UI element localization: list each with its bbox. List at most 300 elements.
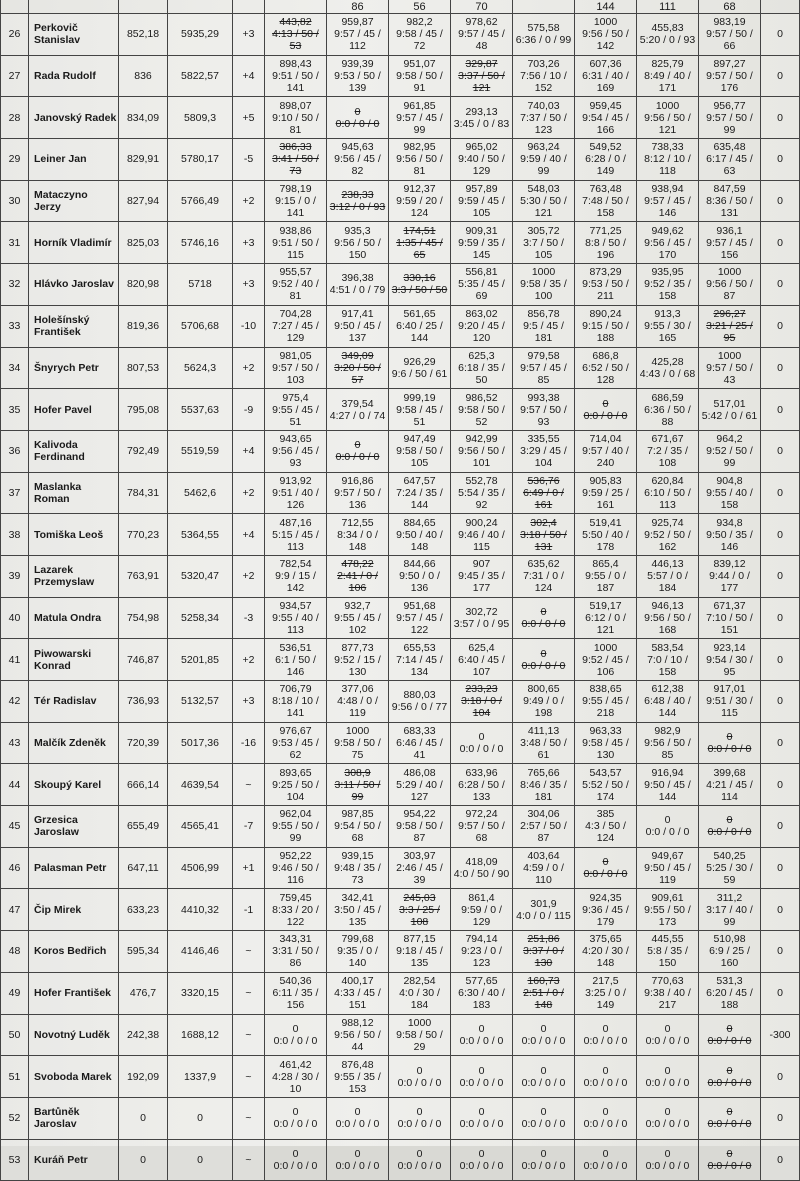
stage-result-line: 6:28 / 0 / xyxy=(585,153,626,166)
stage-result-line: 9:53 / 45 / xyxy=(272,737,319,750)
stage-result-cell xyxy=(327,1139,389,1181)
total-cell: 5746,16 xyxy=(168,222,233,264)
points-cell: 827,94 xyxy=(119,180,168,222)
stage-result-line: 9:59 / 45 / xyxy=(458,195,505,208)
total-cell: 5462,6 xyxy=(168,472,233,514)
stage-result-line: 379,54 xyxy=(341,397,374,410)
competitor-name-line: Jaroslav xyxy=(34,1118,77,1131)
stage-result-line: 141 xyxy=(286,707,305,720)
stage-result-cell xyxy=(699,1097,761,1139)
stage-result-cell xyxy=(327,972,389,1014)
stage-result-line: 9:23 / 0 / xyxy=(461,945,502,958)
stage-result-line: 5:15 / 45 / xyxy=(272,528,319,541)
dropped-result-line: 160,73 xyxy=(527,975,560,988)
stage-result-cell xyxy=(389,764,451,806)
stage-result-line: 176 xyxy=(720,82,739,95)
stage-result-line: 884,65 xyxy=(403,516,436,529)
stage-result-line: 4:51 / 0 / 79 xyxy=(329,284,386,297)
stage-result-cell xyxy=(451,764,513,806)
points-cell: 820,98 xyxy=(119,264,168,306)
stage-result-line: 9:59 / 20 / xyxy=(396,195,443,208)
stage-result-line: 72 xyxy=(413,40,426,53)
dropped-result-line: 174,51 xyxy=(403,224,436,237)
stage-result-line: 999,19 xyxy=(403,391,436,404)
dropped-result-line: 131 xyxy=(534,540,553,553)
points-cell: 0 xyxy=(119,1139,168,1181)
stage-result-line: 6:40 / 25 / xyxy=(396,320,443,333)
competitor-name-line: Tér Radislav xyxy=(34,695,97,708)
stage-result-line: 6:52 / 50 / xyxy=(582,361,629,374)
stage-result-cell xyxy=(513,430,575,472)
stage-result-cell xyxy=(637,1139,699,1181)
stage-result-line: 9:5 / 45 / xyxy=(523,320,564,333)
stage-result-line: 1000 xyxy=(717,349,742,362)
stage-result-line: 150 xyxy=(348,248,367,261)
stage-result-line: 87 xyxy=(413,832,426,845)
stage-result-line: 0 xyxy=(292,1106,299,1119)
stage-result-line: 119 xyxy=(349,707,366,720)
rank-cell: 43 xyxy=(1,722,29,764)
stage-result-line: 556,81 xyxy=(465,266,498,279)
total-cell: 5624,3 xyxy=(168,347,233,389)
competitor-name-cell xyxy=(29,1097,119,1139)
stage-result-line: 0:0 / 0 / 0 xyxy=(397,1118,442,1131)
stage-result-cell xyxy=(637,305,699,347)
position-change-cell: +5 xyxy=(233,97,265,139)
stage-result-line: 799,68 xyxy=(341,933,374,946)
total-cell: 5258,34 xyxy=(168,597,233,639)
stage-result-cell xyxy=(637,430,699,472)
stage-result-cell xyxy=(389,597,451,639)
stage-result-line: 959,87 xyxy=(341,16,374,29)
table-row xyxy=(1,555,800,597)
stage-result-line: 800,65 xyxy=(527,683,560,696)
stage-result-cell xyxy=(265,1056,327,1098)
stage-result-line: 170 xyxy=(658,248,677,261)
competitor-name-cell xyxy=(29,389,119,431)
total-cell: 1688,12 xyxy=(168,1014,233,1056)
stage-result-line: 607,36 xyxy=(589,58,622,71)
stage-result-line: 0 xyxy=(664,1022,671,1035)
stage-result-line: 9:56 / 50 / xyxy=(706,278,753,291)
stage-result-line: 158 xyxy=(658,665,677,678)
stage-result-cell xyxy=(451,472,513,514)
stage-result-line: 130 xyxy=(596,749,615,762)
stage-result-line: 106 xyxy=(596,665,615,678)
stage-result-line: 9:51 / 50 / xyxy=(272,236,319,249)
total-cell: 4506,99 xyxy=(168,847,233,889)
competitor-name-line: Šnyrych Petr xyxy=(34,361,99,374)
stage-result-line: 51 xyxy=(413,415,426,428)
stage-result-line: 9:56 / 50 / xyxy=(334,1028,381,1041)
stage-result-line: 620,84 xyxy=(651,474,684,487)
stage-result-cell xyxy=(265,14,327,56)
position-change-cell: +4 xyxy=(233,514,265,556)
stage-result-line: 9:57 / 45 / xyxy=(396,611,443,624)
stage-result-cell xyxy=(575,264,637,306)
stage-result-line: 6:9 / 25 / xyxy=(709,945,750,958)
stage-result-line: 1000 xyxy=(593,16,618,29)
stage-result-cell xyxy=(265,1097,327,1139)
penalty-cell: 0 xyxy=(761,722,800,764)
stage-result-line: 149 xyxy=(596,999,615,1012)
stage-result-line: 343,31 xyxy=(279,933,312,946)
stage-result-line: 9:51 / 50 / xyxy=(272,70,319,83)
competitor-name-line: Maslanka Roman xyxy=(34,480,82,505)
table-row xyxy=(1,806,800,848)
stage-result-line: 893,65 xyxy=(279,766,312,779)
stage-result-cell xyxy=(575,764,637,806)
position-change-cell: +3 xyxy=(233,681,265,723)
stage-result-line: 91 xyxy=(413,82,426,95)
table-row xyxy=(1,597,800,639)
stage-result-line: 9:56 / 0 / 77 xyxy=(391,701,448,714)
total-cell: 5935,29 xyxy=(168,14,233,56)
stage-result-line: 9:55 / 50 / xyxy=(272,820,319,833)
stage-result-line: 9:58 / 45 / xyxy=(582,737,629,750)
stage-result-line: 959,45 xyxy=(589,99,622,112)
penalty-cell: -300 xyxy=(761,1014,800,1056)
stage-result-line: 561,65 xyxy=(403,308,436,321)
points-cell: 476,7 xyxy=(119,972,168,1014)
rank-cell: 34 xyxy=(1,347,29,389)
stage-result-line: 305,72 xyxy=(527,224,560,237)
competitor-name-line: Hofer František xyxy=(34,987,112,1000)
points-cell: 795,08 xyxy=(119,389,168,431)
stage-result-line: 140 xyxy=(348,957,367,970)
dropped-result-line: 0 xyxy=(726,1106,733,1119)
stage-result-line: 301,9 xyxy=(530,897,557,910)
stage-result-line: 519,41 xyxy=(589,516,622,529)
stage-result-line: 99 xyxy=(723,915,736,928)
stage-result-cell xyxy=(327,806,389,848)
position-change-cell: -3 xyxy=(233,597,265,639)
stage-result-line: 3:31 / 50 / xyxy=(272,945,319,958)
stage-result-cell xyxy=(451,389,513,431)
stage-result-line: 10 xyxy=(289,1082,302,1095)
competitor-name-line: Piwowarski xyxy=(34,647,92,660)
points-cell: 633,23 xyxy=(119,889,168,931)
points-cell: 834,09 xyxy=(119,97,168,139)
stage-result-cell xyxy=(699,347,761,389)
stage-result-line: 686,59 xyxy=(651,391,684,404)
stage-result-line: 0 xyxy=(478,1106,485,1119)
stage-result-cell xyxy=(451,1014,513,1056)
stage-result-line: 9:57 / 50 / xyxy=(334,486,381,499)
stage-result-line: 52 xyxy=(475,415,488,428)
stage-result-cell xyxy=(699,472,761,514)
stage-result-cell xyxy=(513,639,575,681)
stage-result-line: 303,97 xyxy=(403,850,436,863)
stage-result-line: 487,16 xyxy=(279,516,312,529)
stage-result-line: 9:55 / 40 / xyxy=(272,611,319,624)
stage-result-line: 938,86 xyxy=(279,224,312,237)
stage-result-cell xyxy=(699,55,761,97)
stage-result-cell xyxy=(389,931,451,973)
stage-result-line: 115 xyxy=(473,540,490,553)
stage-result-line: 912,37 xyxy=(403,183,436,196)
total-cell: 4565,41 xyxy=(168,806,233,848)
points-cell: 819,36 xyxy=(119,305,168,347)
rank-cell: 52 xyxy=(1,1097,29,1139)
stage-result-line: 844,66 xyxy=(403,558,436,571)
stage-result-line: 9:56 / 50 / xyxy=(396,153,443,166)
table-row xyxy=(1,347,800,389)
stage-result-line: 0:0 / 0 / 0 xyxy=(521,1076,566,1089)
stage-result-cell xyxy=(699,1056,761,1098)
total-cell: 5017,36 xyxy=(168,722,233,764)
stage-result-line: 9:58 / 50 / xyxy=(396,820,443,833)
stage-result-line: 455,83 xyxy=(651,22,684,35)
stage-result-line: 116 xyxy=(287,874,304,887)
stage-result-cell xyxy=(327,931,389,973)
stage-result-line: 0 xyxy=(540,1147,547,1160)
stage-result-line: 6:1 / 50 / xyxy=(275,653,316,666)
stage-result-line: 0 xyxy=(664,814,671,827)
stage-result-cell xyxy=(513,722,575,764)
penalty-cell: 0 xyxy=(761,430,800,472)
stage-result-cell xyxy=(513,180,575,222)
stage-result-line: 703,26 xyxy=(527,58,560,71)
stage-result-line: 399,68 xyxy=(713,766,746,779)
dropped-result-line: 233,23 xyxy=(465,683,498,696)
stage-result-line: 7:10 / 50 / xyxy=(706,611,753,624)
dropped-result-line: 478,22 xyxy=(341,558,374,571)
stage-result-cell xyxy=(637,597,699,639)
penalty-cell: 0 xyxy=(761,931,800,973)
stage-result-line: 957,89 xyxy=(465,183,498,196)
competitor-name-cell xyxy=(29,681,119,723)
header-cell xyxy=(265,0,327,14)
competitor-name-line: Koros Bedřich xyxy=(34,945,107,958)
stage-result-line: 128 xyxy=(596,373,615,386)
table-row xyxy=(1,889,800,931)
stage-result-line: 909,31 xyxy=(465,224,498,237)
stage-result-line: 900,24 xyxy=(465,516,498,529)
stage-result-line: 6:30 / 40 / xyxy=(458,987,505,1000)
stage-result-cell xyxy=(575,681,637,723)
dropped-result-line: 329,87 xyxy=(465,58,498,71)
penalty-cell: 0 xyxy=(761,347,800,389)
stage-result-line: 105 xyxy=(534,248,553,261)
stage-result-line: 162 xyxy=(658,540,677,553)
stage-result-line: 979,58 xyxy=(527,349,560,362)
stage-result-line: 9:57 / 50 / xyxy=(272,361,319,374)
table-row xyxy=(1,764,800,806)
stage-result-line: 29 xyxy=(413,1040,426,1053)
stage-result-line: 965,02 xyxy=(465,141,498,154)
stage-result-line: 880,03 xyxy=(403,689,436,702)
penalty-cell: 0 xyxy=(761,597,800,639)
stage-result-line: 158 xyxy=(720,498,739,511)
total-cell: 0 xyxy=(168,1139,233,1181)
stage-result-cell xyxy=(513,889,575,931)
stage-result-line: 9:45 / 35 / xyxy=(458,570,505,583)
rank-cell: 37 xyxy=(1,472,29,514)
dropped-result-line: 73 xyxy=(289,165,302,178)
dropped-result-line: 3:18 / 50 / xyxy=(520,528,567,541)
stage-result-line: 104 xyxy=(534,457,553,470)
stage-result-line: 625,4 xyxy=(468,641,495,654)
stage-result-cell xyxy=(637,1097,699,1139)
stage-result-line: 0:0 / 0 / 0 xyxy=(273,1034,318,1047)
stage-result-line: 8:36 / 50 / xyxy=(706,195,753,208)
stage-result-cell xyxy=(699,97,761,139)
stage-result-line: 939,15 xyxy=(341,850,374,863)
stage-result-line: 759,45 xyxy=(279,891,312,904)
position-change-cell: ~ xyxy=(233,764,265,806)
stage-result-line: 9:56 / 45 / xyxy=(644,236,691,249)
stage-result-cell xyxy=(265,264,327,306)
stage-result-cell xyxy=(327,97,389,139)
stage-result-line: 126 xyxy=(286,498,305,511)
stage-result-cell xyxy=(327,555,389,597)
stage-result-line: 704,28 xyxy=(279,308,312,321)
stage-result-line: 0:0 / 0 / 0 xyxy=(335,1159,380,1172)
stage-result-line: 975,4 xyxy=(282,391,309,404)
stage-result-line: 932,7 xyxy=(344,599,371,612)
stage-result-line: 9:50 / 45 / xyxy=(644,778,691,791)
stage-result-line: 101 xyxy=(472,457,491,470)
stage-result-line: 9:18 / 45 / xyxy=(396,945,443,958)
rank-cell: 48 xyxy=(1,931,29,973)
competitor-name-line: Jaroslaw xyxy=(34,826,79,839)
stage-result-line: 5:30 / 50 / xyxy=(520,195,567,208)
stage-result-line: 9:56 / 50 / xyxy=(458,445,505,458)
stage-result-line: 92 xyxy=(475,498,488,511)
stage-result-line: 6:48 / 40 / xyxy=(644,695,691,708)
stage-result-line: 738,33 xyxy=(651,141,684,154)
stage-result-cell xyxy=(513,514,575,556)
stage-result-cell xyxy=(389,389,451,431)
stage-result-line: 9:46 / 40 / xyxy=(458,528,505,541)
stage-result-cell xyxy=(513,55,575,97)
dropped-result-line: 302,4 xyxy=(530,516,557,529)
stage-result-line: 5:25 / 30 / xyxy=(706,862,753,875)
stage-result-line: 9:52 / 50 / xyxy=(644,528,691,541)
stage-result-line: 7:56 / 10 / xyxy=(520,70,567,83)
stage-result-line: 8:33 / 20 / xyxy=(272,903,319,916)
stage-result-line: 6:46 / 45 / xyxy=(396,737,443,750)
competitor-name-line: Leiner Jan xyxy=(34,153,87,166)
points-cell: 666,14 xyxy=(119,764,168,806)
stage-result-line: 217 xyxy=(658,999,677,1012)
stage-result-line: 149 xyxy=(596,165,615,178)
penalty-cell: 0 xyxy=(761,806,800,848)
stage-result-line: 403,64 xyxy=(527,850,560,863)
stage-result-line: 9:51 / 30 / xyxy=(706,695,753,708)
stage-result-cell xyxy=(451,14,513,56)
position-change-cell: +4 xyxy=(233,430,265,472)
stage-result-cell xyxy=(699,1139,761,1181)
stage-result-line: 2:46 / 45 / xyxy=(396,862,443,875)
stage-result-line: 877,15 xyxy=(403,933,436,946)
competitor-name-line: Kuráň Petr xyxy=(34,1153,88,1166)
position-change-cell: -9 xyxy=(233,389,265,431)
stage-result-cell xyxy=(327,1014,389,1056)
total-cell: 5537,63 xyxy=(168,389,233,431)
stage-result-cell xyxy=(451,1139,513,1181)
stage-result-line: 9:58 / 35 / xyxy=(520,278,567,291)
stage-result-line: 8:12 / 10 / xyxy=(644,153,691,166)
dropped-result-line: 0:0 / 0 / 0 xyxy=(521,659,566,672)
stage-result-line: 935,3 xyxy=(344,224,371,237)
points-cell: 242,38 xyxy=(119,1014,168,1056)
stage-result-line: 211 xyxy=(597,290,614,303)
penalty-cell: 0 xyxy=(761,681,800,723)
rank-cell: 30 xyxy=(1,180,29,222)
stage-result-line: 9:58 / 50 / xyxy=(334,737,381,750)
total-cell: 5706,68 xyxy=(168,305,233,347)
stage-result-line: 981,05 xyxy=(279,349,312,362)
stage-result-line: 794,14 xyxy=(465,933,498,946)
stage-result-line: 955,57 xyxy=(279,266,312,279)
competitor-name-line: Lazarek xyxy=(34,564,74,577)
position-change-cell: +3 xyxy=(233,222,265,264)
stage-result-cell xyxy=(451,305,513,347)
stage-result-line: 714,04 xyxy=(589,433,622,446)
stage-result-line: 85 xyxy=(537,373,550,386)
stage-result-cell xyxy=(389,1139,451,1181)
stage-result-line: 178 xyxy=(596,540,615,553)
stage-result-line: 136 xyxy=(410,582,429,595)
stage-result-line: 4:59 / 0 / xyxy=(523,862,564,875)
stage-result-cell xyxy=(265,847,327,889)
total-cell: 5766,49 xyxy=(168,180,233,222)
stage-result-line: 9:56 / 50 / xyxy=(644,111,691,124)
stage-result-line: 9:52 / 35 / xyxy=(644,278,691,291)
stage-result-line: 9:56 / 45 / xyxy=(272,445,319,458)
stage-result-cell xyxy=(327,722,389,764)
header-cell xyxy=(513,0,575,14)
rank-cell: 45 xyxy=(1,806,29,848)
stage-result-line: 9:55 / 35 / xyxy=(334,1070,381,1083)
stage-result-line: 2:57 / 50 / xyxy=(520,820,567,833)
stage-result-line: 302,72 xyxy=(465,605,498,618)
stage-result-line: 993,38 xyxy=(527,391,560,404)
stage-result-line: 0 xyxy=(540,1106,547,1119)
stage-result-cell xyxy=(389,97,451,139)
stage-result-line: 548,03 xyxy=(527,183,560,196)
dropped-result-line: 3:18 / 0 / xyxy=(461,695,502,708)
stage-result-line: 9:58 / 50 / xyxy=(396,70,443,83)
stage-result-line: 9:57 / 50 / xyxy=(706,361,753,374)
competitor-name-line: Kalivoda xyxy=(34,439,78,452)
stage-result-cell xyxy=(699,972,761,1014)
stage-result-line: 0:0 / 0 / 0 xyxy=(583,1118,628,1131)
stage-result-line: 9:38 / 40 / xyxy=(644,987,691,1000)
header-cell xyxy=(233,0,265,14)
stage-result-line: 9:50 / 0 / xyxy=(399,570,440,583)
stage-result-cell xyxy=(389,1014,451,1056)
stage-result-line: 7:31 / 0 / xyxy=(523,570,564,583)
stage-result-line: 9:55 / 40 / xyxy=(706,486,753,499)
stage-result-line: 9:52 / 15 / xyxy=(334,653,381,666)
stage-result-line: 99 xyxy=(723,457,736,470)
stage-result-line: 961,85 xyxy=(403,99,436,112)
stage-result-cell xyxy=(575,1139,637,1181)
stage-result-cell xyxy=(327,681,389,723)
stage-result-line: 9:57 / 50 / xyxy=(706,111,753,124)
stage-result-line: 0:0 / 0 / 0 xyxy=(583,1159,628,1172)
stage-result-cell xyxy=(389,514,451,556)
stage-result-cell xyxy=(699,681,761,723)
dropped-result-line: 0 xyxy=(726,731,733,744)
position-change-cell: +3 xyxy=(233,14,265,56)
stage-result-line: 9:6 / 50 / 61 xyxy=(391,367,448,380)
stage-result-line: 146 xyxy=(658,207,677,220)
dropped-result-line: 3:20 / 50 / xyxy=(334,361,381,374)
